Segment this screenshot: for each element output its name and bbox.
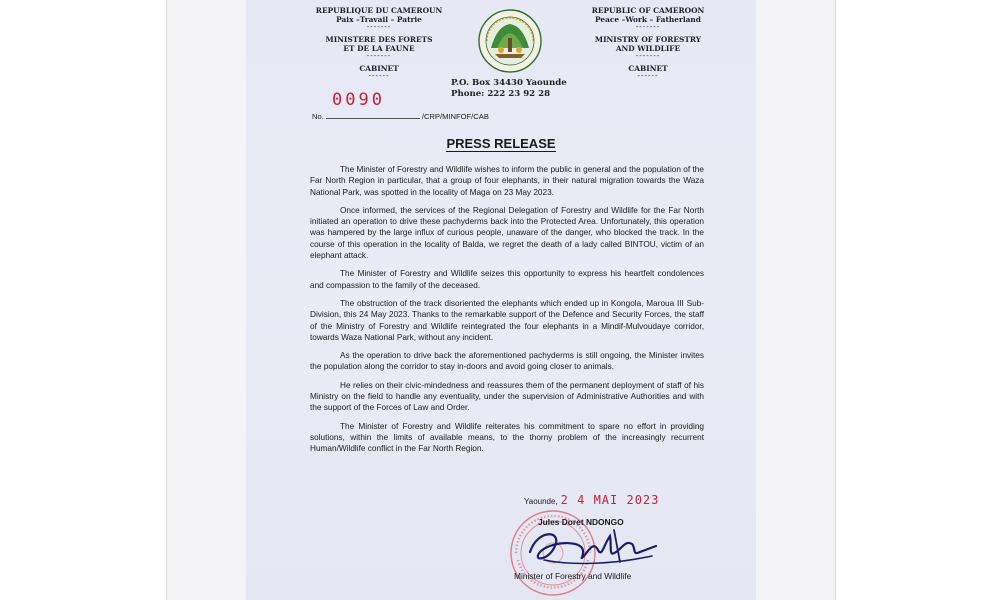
press-release-body — [310, 164, 704, 462]
paragraph: The obstruction of the track disoriented the elephants which ended up in Kongola, Maroua III Sub-Division, this 24 May 2023. Thanks to the remarkable support of the Defence and Security Forces, the staff of the Ministry of Forestry and Wildlife reintegrated the four elephants in a Mindif-Mulvoudaye corridor, towards Waza National Park, without any incident. — [310, 298, 704, 342]
paragraph: The Minister of Forestry and Wildlife wishes to inform the public in general and the population of the Far North Region in particular, that a group of four elephants, in their natural migration towards the Waza National Park, was spotted in the locality of Maga on 23 May 2023. — [310, 165, 704, 197]
header-right-separator: ------ — [637, 71, 659, 80]
reference-line — [312, 112, 489, 121]
paragraph: He relies on their civic-mindedness and reassures them of the permanent deployment of staff of his Ministry on the field to handle any eventuality, under the supervision of Administrative Authorities and with the support of the Forces of Law and Order. — [310, 380, 704, 413]
header-left-french — [304, 6, 454, 79]
header-right-separator: ------- — [635, 51, 661, 60]
header-left-cabinet: CABINET — [359, 64, 399, 73]
reference-suffix: /CRP/MINFOF/CAB — [421, 112, 489, 121]
header-left-ministry-line1: MINISTERE DES FORETS — [325, 35, 433, 44]
header-right-cabinet: CABINET — [628, 64, 668, 73]
header-right-ministry-line1: MINISTRY OF FORESTRY — [594, 35, 702, 44]
header-left-republic: REPUBLIQUE DU CAMEROUN — [315, 6, 443, 15]
signatory-name: Jules Doret NDONGO — [538, 517, 624, 527]
date-stamp: 2 4 MAI 2023 — [560, 493, 660, 507]
header-left-separator: ------- — [366, 51, 392, 60]
paragraph: The Minister of Forestry and Wildlife seizes this opportunity to express his heartfelt condolences and compassion to the family of the deceased. — [310, 269, 704, 290]
header-right-motto: Peace –Work – Fatherland — [595, 15, 701, 24]
reference-blank-line — [326, 118, 420, 119]
reference-prefix: No. — [312, 112, 324, 121]
paragraph: Once informed, the services of the Regional Delegation of Forestry and Wildlife for the Far North initiated an operation to drive these pachyderms back into the Protected Area. Unfortunately, this operation was hampered by the large influx of curious people, unaware of the danger, who blocked the track. In the course of this operation in the locality of Balda, we regret the death of a lady called BINTOU, victim of an elephant attack. — [310, 205, 704, 261]
handwritten-signature — [524, 522, 664, 574]
paragraph: The Minister of Forestry and Wildlife reiterates his commitment to spare no effort in providing solutions, within the limits of available means, to the thorny problem of the increasingly recurrent Human/Wildlife conflict in the Far North Region. — [310, 421, 704, 454]
signoff-date-line — [524, 491, 659, 509]
po-box: P.O. Box 34430 Yaounde — [451, 78, 567, 88]
header-left-separator: ------ — [368, 71, 390, 80]
reference-stamp-number: 0090 — [332, 90, 385, 110]
header-left-motto: Paix –Travail – Patrie — [336, 15, 422, 24]
phone-number: Phone: 222 23 92 28 — [451, 89, 551, 99]
ministry-seal-logo — [477, 8, 543, 74]
signoff-place: Yaounde, — [524, 497, 558, 506]
header-left-ministry-line2: ET DE LA FAUNE — [343, 44, 415, 53]
header-right-separator: ------- — [635, 22, 661, 31]
paragraph: As the operation to drive back the aforementioned pachyderms is still ongoing, the Minister invites the population along the corridor to stay in-doors and avoid going closer to animals. — [310, 351, 704, 372]
document-title: PRESS RELEASE — [446, 136, 556, 151]
press-release-page — [246, 0, 756, 600]
ministry-address — [451, 78, 581, 100]
signatory-title: Minister of Forestry and Wildlife — [514, 571, 632, 581]
header-right-english — [578, 6, 718, 79]
header-right-ministry-line2: AND WILDLIFE — [615, 44, 681, 53]
header-right-republic: REPUBLIC OF CAMEROON — [591, 6, 705, 15]
header-left-separator: ------- — [366, 22, 392, 31]
